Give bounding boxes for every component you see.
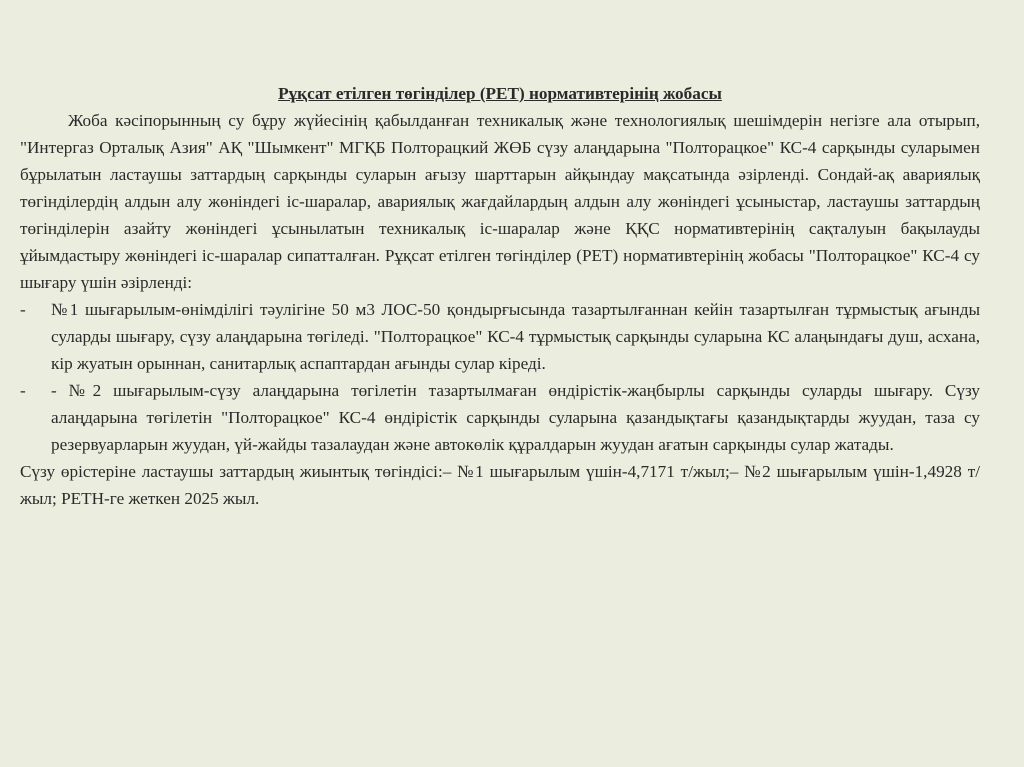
list-item: [20, 377, 980, 458]
list-item: [20, 296, 980, 377]
summary-paragraph: Сүзу өрістеріне ластаушы заттардың жиынтық төгіндісі:– №1 шығарылым үшін-4,7171 т/жыл;– №2 шығарылым үшін-1,4928 т/жыл; РЕТН-ге жеткен 2025 жыл.: [20, 462, 980, 508]
intro-paragraph: Жоба кәсіпорынның су бұру жүйесінің қабылданған техникалық және технологиялық шешімдерін негізге ала отырып, "Интергаз Орталық Азия" АҚ "Шымкент" МГҚБ Полторацкий ЖӨБ сүзу алаңдарына "Полторацкое" КС-4 сарқынды суларымен бұрылатын ластаушы заттардың сарқынды суларын ағызу шарттарын айқындау мақсатында әзірленді. Сондай-ақ авариялық төгінділердің алдын алу жөніндегі іс-шаралар, авариялық жағдайлардың алдын алу жөніндегі ұсыныстар, ластаушы заттардың төгінділерін азайту жөніндегі ұсынылатын техникалық іс-шаралар және ҚҚС нормативтерінің сақталуын бақылауды ұйымдастыру жөніндегі іс-шаралар сипатталған. Рұқсат етілген төгінділер (РЕТ) нормативтерінің жобасы "Полторацкое" КС-4 су шығару үшін әзірленді:: [20, 111, 980, 292]
list-marker: -: [20, 300, 26, 319]
document-title: Рұқсат етілген төгінділер (РЕТ) нормативтерінің жобасы: [278, 84, 722, 103]
list-marker: -: [20, 381, 26, 400]
document-body: [20, 80, 980, 512]
list-item-text: №1 шығарылым-өнімділігі тәулігіне 50 м3 ЛОС-50 қондырғысында тазартылғаннан кейін тазартылған тұрмыстық ағынды суларды шығару, сүзу алаңдарына төгіледі. "Полторацкое" КС-4 тұрмыстық сарқынды суларына КС алаңындағы душ, асхана, кір жуатын орыннан, санитарлық аспаптардан ағынды сулар кіреді.: [51, 300, 980, 373]
list-item-text: - №2 шығарылым-сүзу алаңдарына төгілетін тазартылмаған өндірістік-жаңбырлы сарқынды суларды шығару. Сүзу алаңдарына төгілетін "Полторацкое" КС-4 өндірістік сарқынды суларына қазандықтағы қазандықтарды жуудан, таза су резервуарларын жуудан, үй-жайды тазалаудан және автокөлік құралдарын жуудан ағатын сарқынды сулар жатады.: [51, 381, 980, 454]
